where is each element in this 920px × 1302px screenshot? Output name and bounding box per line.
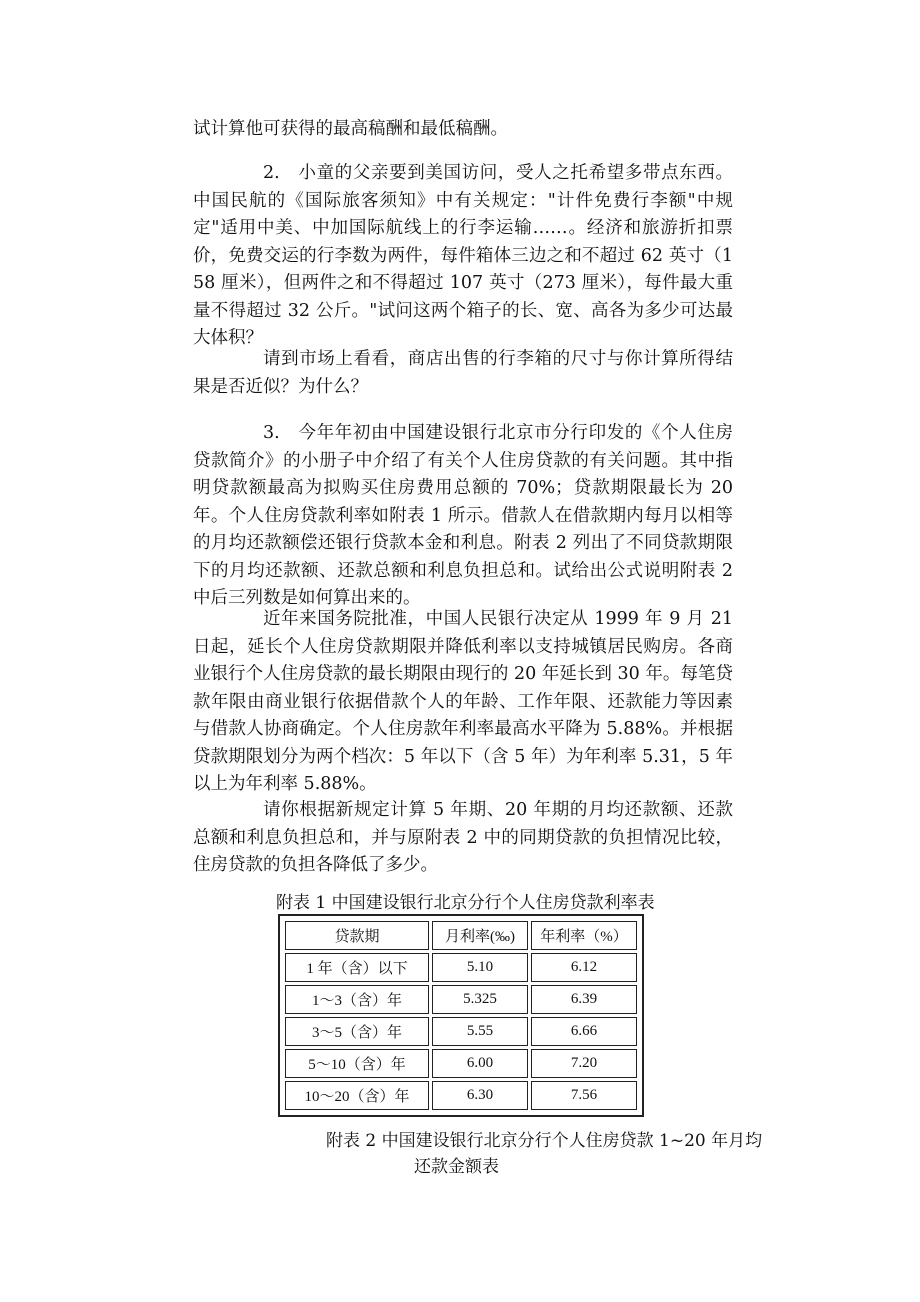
table-row [285,985,637,1014]
cell-term: 1 年（含）以下 [285,953,429,982]
cell-annual-rate: 7.56 [531,1081,637,1110]
paragraph-problem-2: 2. 小童的父亲要到美国访问，受人之托希望多带点东西。中国民航的《国际旅客须知》中有关规定："计件免费行李额"中规定"适用中美、中加国际航线上的行李运输……。经济和旅游折扣票价，免费交运的行李数为两件，每件箱体三边之和不超过 62 英寸（158 厘米），但两件之和不得超过 107 英寸（273 厘米），每件最大重量不得超过 32 公斤。"试问这两个箱子的长、宽、高各为多少可达最大体积？ [193,163,733,348]
table2-caption-line2: 还款金额表 [414,1157,499,1177]
table-header-row [285,921,637,950]
cell-annual-rate: 6.66 [531,1017,637,1046]
paragraph-new-policy: 近年来国务院批准，中国人民银行决定从 1999 年 9 月 21 日起，延长个人住房贷款期限并降低利率以支持城镇居民购房。各商业银行个人住房贷款的最长期限由现行的 20 年延长到 30 年。每笔贷款年限由商业银行依据借款个人的年龄、工作年限、还款能力等因素与借款人协商确定。个人住房款年利率最高水平降为 5.88%。并根据贷款期限划分为两个档次：5 年以下（含 5 年）为年利率 5.31，5 年以上为年利率 5.88%。 [193,609,733,794]
header-monthly-rate: 月利率(‰) [432,921,528,950]
table2-caption-line1: 附表 2 中国建设银行北京分行个人住房贷款 1~20 年月均 [326,1131,763,1151]
rate-table [282,918,640,1113]
cell-annual-rate: 7.20 [531,1049,637,1078]
rate-table-frame [278,914,644,1117]
header-annual-rate: 年利率（%） [531,921,637,950]
cell-monthly-rate: 5.325 [432,985,528,1014]
cell-term: 1～3（含）年 [285,985,429,1014]
table-row [285,1081,637,1110]
cell-annual-rate: 6.12 [531,953,637,982]
cell-term: 10～20（含）年 [285,1081,429,1110]
cell-term: 5～10（含）年 [285,1049,429,1078]
paragraph-problem-3: 3. 今年年初由中国建设银行北京市分行印发的《个人住房贷款简介》的小册子中介绍了有关个人住房贷款的有关问题。其中指明贷款额最高为拟购买住房费用总额的 70%；贷款期限最长为 20 年。个人住房贷款利率如附表 1 所示。借款人在借款期内每月以相等的月均还款额偿还银行贷款本金和利息。附表 2 列出了不同贷款期限下的月均还款额、还款总额和利息负担总和。试给出公式说明附表 2 中后三列数是如何算出来的。 [193,423,733,608]
cell-annual-rate: 6.39 [531,985,637,1014]
cell-monthly-rate: 6.00 [432,1049,528,1078]
cell-monthly-rate: 5.10 [432,953,528,982]
cell-monthly-rate: 5.55 [432,1017,528,1046]
paragraph-closing-line: 试计算他可获得的最高稿酬和最低稿酬。 [193,119,508,139]
cell-monthly-rate: 6.30 [432,1081,528,1110]
table-row [285,1017,637,1046]
paragraph-calculation-request: 请你根据新规定计算 5 年期、20 年期的月均还款额、还款总额和利息负担总和，并与原附表 2 中的同期贷款的负担情况比较，住房贷款的负担各降低了多少。 [193,800,733,875]
table-row [285,953,637,982]
cell-term: 3～5（含）年 [285,1017,429,1046]
table-row [285,1049,637,1078]
paragraph-market-question: 请到市场上看看，商店出售的行李箱的尺寸与你计算所得结果是否近似？为什么？ [193,349,733,397]
table1-caption: 附表 1 中国建设银行北京分行个人住房贷款利率表 [276,893,655,913]
header-loan-term: 贷款期 [285,921,429,950]
